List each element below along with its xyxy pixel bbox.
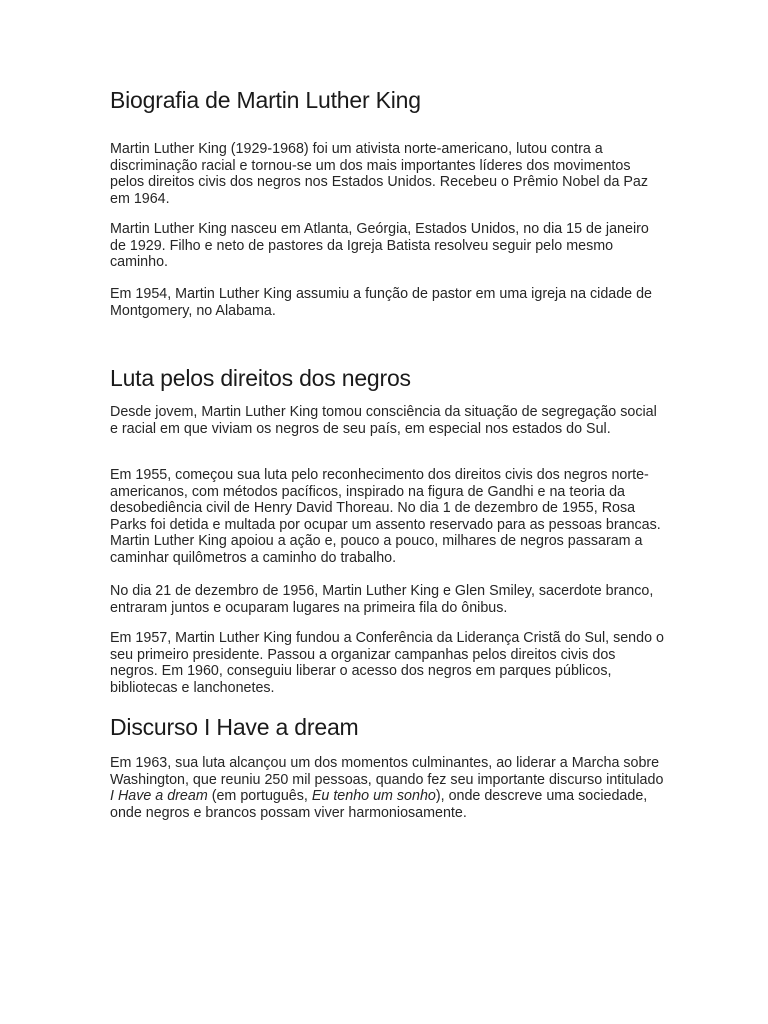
section-heading-dream: Discurso I Have a dream: [110, 714, 359, 740]
intro-paragraph-2: Martin Luther King nasceu em Atlanta, Geórgia, Estados Unidos, no dia 15 de janeiro de 1929. Filho e neto de pastores da Igreja Batista resolveu seguir pelo mesmo caminho.: [110, 221, 649, 270]
speech-title: I Have a dream: [110, 788, 208, 804]
luta-paragraph-1: Desde jovem, Martin Luther King tomou consciência da situação de segregação social e racial em que viviam os negros de seu país, em especial nos estados do Sul.: [110, 404, 657, 437]
luta-paragraph-2: Em 1955, começou sua luta pelo reconhecimento dos direitos civis dos negros norte-americanos, com métodos pacíficos, inspirado na figura de Gandhi e na teoria da desobediência civil de Henry David Thoreau. No dia 1 de dezembro de 1955, Rosa Parks foi detida e multada por ocupar um assento reservado para as pessoas brancas. Martin Luther King apoiou a ação e, pouco a pouco, milhares de negros passaram a caminhar quilômetros a caminho do trabalho.: [110, 467, 661, 566]
section-heading-luta: Luta pelos direitos dos negros: [110, 365, 411, 391]
intro-paragraph-3: Em 1954, Martin Luther King assumiu a função de pastor em uma igreja na cidade de Montgomery, no Alabama.: [110, 286, 653, 319]
speech-title-translation: Eu tenho um sonho: [311, 788, 436, 804]
intro-paragraph-1: Martin Luther King (1929-1968) foi um ativista norte-americano, lutou contra a discriminação racial e tornou-se um dos mais importantes líderes dos movimentos pelos direitos civis dos negros nos Estados Unidos. Recebeu o Prêmio Nobel da Paz em 1964.: [110, 141, 649, 207]
luta-paragraph-4: Em 1957, Martin Luther King fundou a Conferência da Liderança Cristã do Sul, sendo o seu primeiro presidente. Passou a organizar campanhas pelos direitos civis dos negros. Em 1960, conseguiu liberar o acesso dos negros em parques públicos, bibliotecas e lanchonetes.: [110, 630, 664, 696]
dream-text-part-3: ), onde descreve uma sociedade, onde negros e brancos possam viver harmoniosamente.: [110, 788, 648, 821]
page-title: Biografia de Martin Luther King: [110, 87, 421, 113]
dream-paragraph: [110, 755, 666, 821]
dream-text-part-2: (em português,: [207, 788, 312, 804]
dream-text-part-1: Em 1963, sua luta alcançou um dos momentos culminantes, ao liderar a Marcha sobre Washington, que reuniu 250 mil pessoas, quando fez seu importante discurso intitulado: [110, 755, 664, 788]
luta-paragraph-3: No dia 21 de dezembro de 1956, Martin Luther King e Glen Smiley, sacerdote branco, entraram juntos e ocuparam lugares na primeira fila do ônibus.: [110, 583, 654, 616]
